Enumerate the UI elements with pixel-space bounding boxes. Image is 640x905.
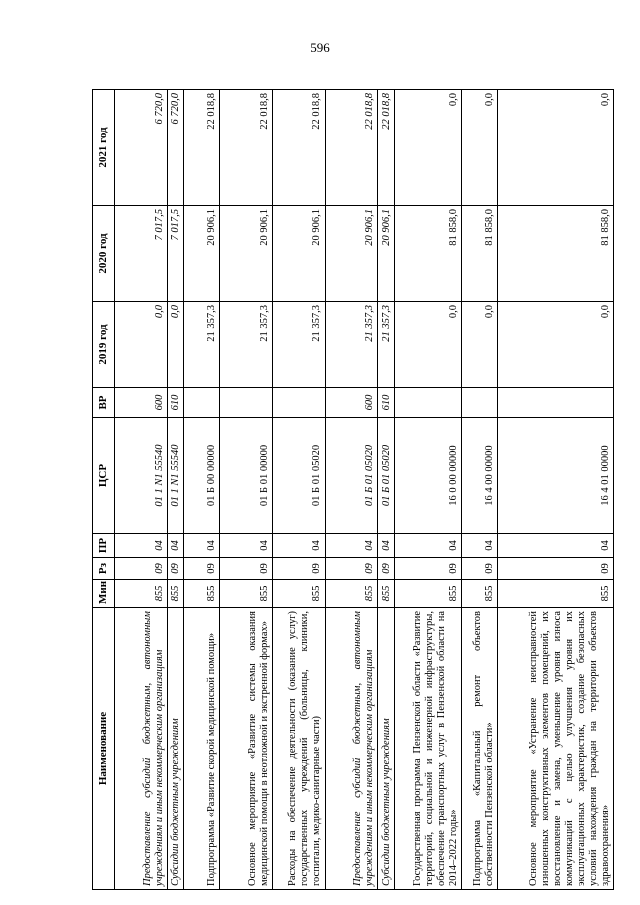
row-min: 855: [394, 580, 461, 608]
row-2020: 81 858,0: [394, 206, 461, 302]
row-name: Подпрограмма «Развитие скорой медицинской помощи»: [184, 608, 220, 890]
table-row: [378, 90, 395, 890]
row-min: 855: [462, 580, 498, 608]
row-min: 855: [272, 580, 325, 608]
row-min: 855: [378, 580, 395, 608]
row-min: 855: [325, 580, 378, 608]
row-pr: 04: [498, 534, 614, 558]
row-name: Субсидии бюджетным учреждениям: [167, 608, 184, 890]
row-2019: 0,0: [498, 302, 614, 388]
row-2019: 0,0: [462, 302, 498, 388]
row-rz: 09: [184, 558, 220, 580]
row-vr: [462, 388, 498, 418]
row-csr: 01 1 N1 55540: [167, 418, 184, 534]
header-2020: 2020 год: [93, 206, 115, 302]
row-2020: 20 906,1: [272, 206, 325, 302]
row-2020: 81 858,0: [498, 206, 614, 302]
header-row: [93, 90, 115, 890]
row-rz: 09: [394, 558, 461, 580]
row-vr: [220, 388, 273, 418]
row-2021: 22 018,8: [272, 90, 325, 206]
row-pr: 04: [167, 534, 184, 558]
row-2021: 0,0: [462, 90, 498, 206]
row-2021: 0,0: [394, 90, 461, 206]
row-2020: 20 906,1: [220, 206, 273, 302]
row-2019: 21 357,3: [272, 302, 325, 388]
row-2021: 6 720,0: [167, 90, 184, 206]
row-2020: 20 906,1: [325, 206, 378, 302]
header-name: Наименование: [93, 608, 115, 890]
row-vr: 600: [325, 388, 378, 418]
row-vr: [184, 388, 220, 418]
page-number: 596: [310, 40, 330, 55]
row-2021: 22 018,8: [378, 90, 395, 206]
table-row: [184, 90, 220, 890]
table-row: [325, 90, 378, 890]
budget-table: [92, 89, 614, 890]
rotated-table-frame: [92, 90, 614, 890]
table-row: [220, 90, 273, 890]
row-pr: 04: [394, 534, 461, 558]
header-rz: Рз: [93, 558, 115, 580]
header-min: Мин: [93, 580, 115, 608]
header-csr: ЦСР: [93, 418, 115, 534]
header-pr: ПР: [93, 534, 115, 558]
row-2020: 20 906,1: [378, 206, 395, 302]
row-vr: [272, 388, 325, 418]
row-2020: 7 017,5: [115, 206, 168, 302]
row-pr: 04: [272, 534, 325, 558]
row-pr: 04: [115, 534, 168, 558]
table-row: [394, 90, 461, 890]
header-2021: 2021 год: [93, 90, 115, 206]
row-csr: 01 Б 01 05020: [325, 418, 378, 534]
row-2021: 22 018,8: [184, 90, 220, 206]
row-csr: 01 1 N1 55540: [115, 418, 168, 534]
row-rz: 09: [325, 558, 378, 580]
row-name: Основное мероприятие «Устранение неисправностей изношенных конструктивных элементов помещений, их восстановление и замена, уменьшение уровня износа коммуникаций с целью улучшения уровня их эксплуатационных характеристик, создание безопасных условий нахождения граждан на территории объектов здравоохранения»: [498, 608, 614, 890]
row-2019: 0,0: [167, 302, 184, 388]
row-rz: 09: [220, 558, 273, 580]
row-pr: 04: [378, 534, 395, 558]
header-2019: 2019 год: [93, 302, 115, 388]
row-2019: 21 357,3: [325, 302, 378, 388]
row-pr: 04: [325, 534, 378, 558]
row-name: Субсидии бюджетным учреждениям: [378, 608, 395, 890]
row-csr: 16 4 00 00000: [462, 418, 498, 534]
row-pr: 04: [184, 534, 220, 558]
row-vr: [394, 388, 461, 418]
row-csr: 16 4 01 00000: [498, 418, 614, 534]
row-2019: 21 357,3: [378, 302, 395, 388]
row-2019: 21 357,3: [220, 302, 273, 388]
row-name: Подпрограмма «Капитальный ремонт объектов собственности Пензенской области»: [462, 608, 498, 890]
row-2019: 0,0: [394, 302, 461, 388]
row-2020: 20 906,1: [184, 206, 220, 302]
row-2020: 7 017,5: [167, 206, 184, 302]
rotated-table-container: [92, 90, 614, 890]
row-rz: 09: [115, 558, 168, 580]
header-vr: ВР: [93, 388, 115, 418]
row-name: Государственная программа Пензенской области «Развитие территорий, социальной и инженерной инфраструктуры, обеспечение транспортных услуг в Пензенской области на 2014–2022 годы»: [394, 608, 461, 890]
row-vr: 600: [115, 388, 168, 418]
row-2020: 81 858,0: [462, 206, 498, 302]
row-csr: 01 Б 00 00000: [184, 418, 220, 534]
row-pr: 04: [462, 534, 498, 558]
row-2021: 22 018,8: [325, 90, 378, 206]
row-2019: 21 357,3: [184, 302, 220, 388]
table-row: [115, 90, 168, 890]
row-rz: 09: [272, 558, 325, 580]
row-min: 855: [167, 580, 184, 608]
table-row: [272, 90, 325, 890]
row-csr: 16 0 00 00000: [394, 418, 461, 534]
row-2019: 0,0: [115, 302, 168, 388]
row-min: 855: [115, 580, 168, 608]
row-vr: 610: [167, 388, 184, 418]
row-pr: 04: [220, 534, 273, 558]
row-vr: [498, 388, 614, 418]
row-min: 855: [498, 580, 614, 608]
table-row: [462, 90, 498, 890]
row-rz: 09: [167, 558, 184, 580]
row-name: Предоставление субсидий бюджетным, автономным учреждениям и иным некоммерческим организациям: [115, 608, 168, 890]
row-rz: 09: [498, 558, 614, 580]
table-row: [167, 90, 184, 890]
row-2021: 6 720,0: [115, 90, 168, 206]
table-row: [498, 90, 614, 890]
row-csr: 01 Б 01 05020: [272, 418, 325, 534]
row-csr: 01 Б 01 05020: [378, 418, 395, 534]
row-min: 855: [220, 580, 273, 608]
row-2021: 22 018,8: [220, 90, 273, 206]
row-vr: 610: [378, 388, 395, 418]
row-name: Расходы на обеспечение деятельности (оказание услуг) государственных учреждений (больницы, клиники, госпитали, медико-санитарные части): [272, 608, 325, 890]
row-rz: 09: [462, 558, 498, 580]
row-name: Основное мероприятие «Развитие системы оказания медицинской помощи в неотложной и экстренной формах»: [220, 608, 273, 890]
row-2021: 0,0: [498, 90, 614, 206]
row-min: 855: [184, 580, 220, 608]
row-rz: 09: [378, 558, 395, 580]
row-csr: 01 Б 01 00000: [220, 418, 273, 534]
row-name: Предоставление субсидий бюджетным, автономным учреждениям и иным некоммерческим организациям: [325, 608, 378, 890]
